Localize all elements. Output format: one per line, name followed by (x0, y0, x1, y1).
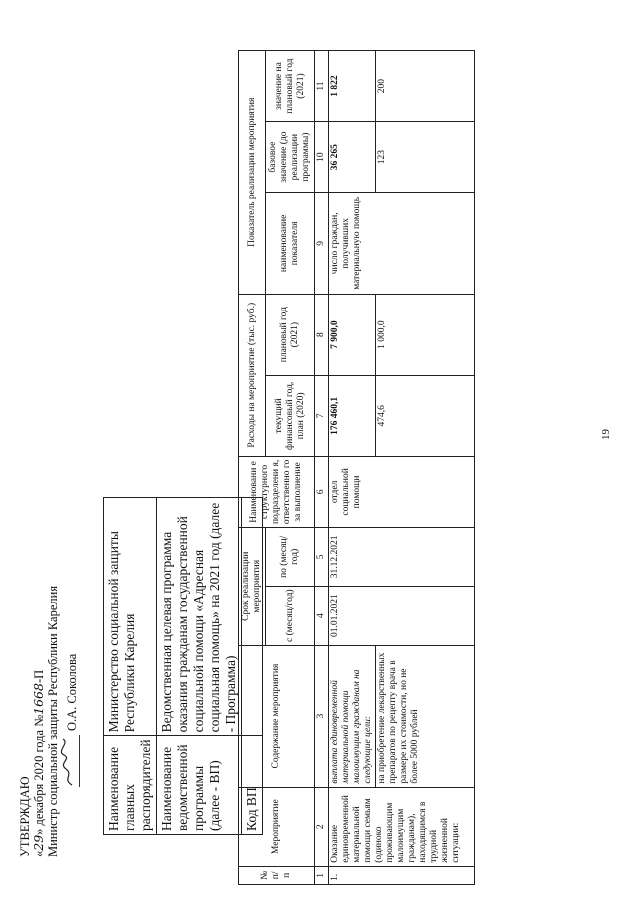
row-ind-plan: 1 822 (329, 51, 376, 122)
col-number: 8 (315, 294, 329, 375)
col-number: 3 (315, 645, 329, 787)
row-content: выплата единовременной материальной помощи малоимущим гражданам на следующие цели: (329, 645, 376, 787)
header-indicator: Показатель реализации мероприятия (239, 51, 266, 295)
header-event: Мероприятие (239, 787, 315, 866)
info-value: Ведомственная целевая программа оказания гражданам государственной социальной помощи «Адресная социальная помощь» на 2021 год (далее - Программа) (157, 498, 242, 736)
row-to: 31.12.2021 (329, 527, 475, 586)
info-value: Министерство социальной защиты Республики Карелия (104, 498, 157, 736)
row-ind-plan: 200 (376, 51, 475, 122)
row-event: Оказание единовременной материальной помощи семьям (одиноко проживающим малоимущим гражданам), находящимся в трудной жизненной ситуации: (329, 787, 475, 866)
approval-block (18, 586, 80, 857)
approval-title: УТВЕРЖДАЮ (18, 776, 32, 857)
header-ind-base: базовое значение (до реализации программы) (266, 122, 315, 193)
col-number: 10 (315, 122, 329, 193)
signature-name: О.А. Соколова (65, 653, 79, 731)
program-events-table (238, 50, 475, 885)
row-no: 1. (329, 866, 475, 884)
header-term-from: с (месяц/год) (266, 586, 315, 645)
header-ind-name: наименование показателя (266, 193, 315, 294)
row-exp-plan: 7 900,0 (329, 294, 376, 375)
col-number: 11 (315, 51, 329, 122)
approval-date-line: «29» декабря 2020 года №1668-П (31, 669, 46, 857)
header-exp-plan: плановый год (2021) (266, 294, 315, 375)
col-number: 2 (315, 787, 329, 866)
row-exp-current: 474,6 (376, 375, 475, 456)
row-ind-base: 36 265 (329, 122, 376, 193)
column-number-row (315, 51, 329, 885)
header-term: Срок реализации мероприятия (239, 527, 266, 645)
row-exp-current: 176 460,1 (329, 375, 376, 456)
col-number: 6 (315, 456, 329, 527)
info-label: Наименование ведомственной программы (далее - ВП) (157, 736, 242, 835)
header-content: Содержание мероприятия (239, 645, 315, 787)
approval-number: 1668 (31, 683, 46, 715)
col-number: 5 (315, 527, 329, 586)
row-content: на приобретение лекарственных препаратов по рецепту врача в размере их стоимости, но не более 5000 рублей (376, 645, 475, 787)
header-ind-plan: значение на плановый год (2021) (266, 51, 315, 122)
approval-signature-line (60, 586, 80, 857)
header-no: № п/ п (239, 866, 315, 884)
info-row (157, 498, 242, 835)
header-exp-current: текущий финансовый год, план (2020) (266, 375, 315, 456)
header-unit: Наименовани е структурного подразделени я, ответственно го за выполнение (239, 456, 315, 527)
row-ind-base: 123 (376, 122, 475, 193)
row-from: 01.01.2021 (329, 586, 475, 645)
col-number: 9 (315, 193, 329, 294)
approval-minister-line: Министр социальной защиты Республики Карелия (46, 585, 60, 857)
row-unit: отдел социальной помощи (329, 456, 475, 527)
table-row (329, 51, 376, 885)
info-row (104, 498, 157, 835)
page-number: 19 (600, 429, 612, 440)
row-ind-name: число граждан, получивших материальную помощь (329, 193, 475, 294)
header-term-to: по (месяц/год) (266, 527, 315, 586)
col-number: 7 (315, 375, 329, 456)
row-exp-plan: 1 000,0 (376, 294, 475, 375)
approval-day: 29 (31, 834, 46, 851)
info-label: Наименование главных распорядителей (104, 736, 157, 835)
info-label: Код ВП (242, 736, 263, 835)
header-expenses: Расходы на мероприятие (тыс. руб.) (239, 294, 266, 456)
col-number: 1 (315, 866, 329, 884)
col-number: 4 (315, 586, 329, 645)
handwritten-signature (60, 735, 80, 787)
